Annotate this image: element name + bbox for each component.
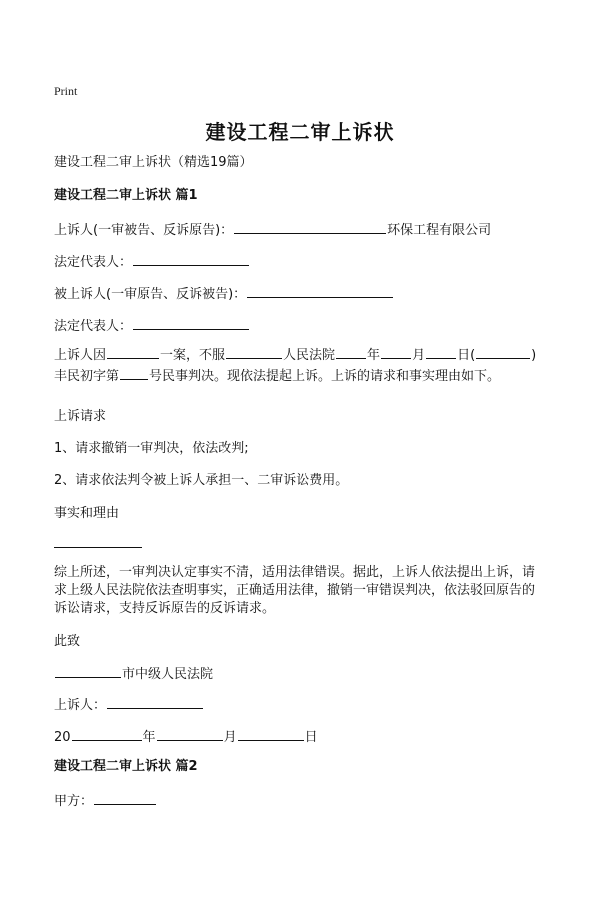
document-subtitle: 建设工程二审上诉状（精选19篇） (54, 155, 253, 170)
claim-item-2: 2、请求依法判令被上诉人承担一、二审诉讼费用。 (54, 473, 349, 488)
legal-rep-blank (133, 315, 249, 330)
section-heading-2: 建设工程二审上诉状 篇2 (54, 759, 198, 774)
document-title: 建设工程二审上诉状 (205, 120, 395, 144)
appellant-line (54, 219, 491, 239)
party-a-label: 甲方： (54, 794, 94, 809)
appellant-label: 上诉人(一审被告、反诉原告)： (54, 223, 234, 238)
appellant-name: 环保工程有限公司 (387, 223, 492, 238)
to-label: 此致 (54, 634, 81, 649)
facts-heading: 事实和理由 (54, 506, 120, 521)
legal-rep-line-1 (54, 251, 250, 271)
claim-item-1: 1、请求撤销一审判决，依法改判; (54, 441, 249, 456)
appellee-label: 被上诉人(一审原告、反诉被告)： (54, 287, 247, 302)
party-a-blank (94, 790, 156, 805)
print-label[interactable]: Print (54, 84, 78, 98)
legal-rep-blank (133, 251, 249, 266)
court-suffix: 市中级人民法院 (122, 667, 214, 682)
date-line: 20 年 月 日 (54, 726, 318, 746)
claims-heading: 上诉请求 (54, 409, 107, 424)
section-heading-1: 建设工程二审上诉状 篇1 (54, 188, 198, 203)
summary-paragraph: 综上所述，一审判决认定事实不清，适用法律错误。据此，上诉人依法提出上诉，请求上级人民法院依法查明事实，正确适用法律，撤销一审错误判决，依法驳回原告的诉讼请求，支持反诉原告的反诉请求。 (54, 565, 536, 616)
court-blank (55, 663, 121, 678)
party-a-line (54, 790, 157, 810)
case-paragraph: 上诉人因 一案，不服 人民法院 年 月 日( )丰民初字第 号民事判决。现依法提起上诉。上诉的请求和事实理由如下。 (54, 344, 546, 386)
signer-label: 上诉人： (54, 698, 107, 713)
signer-blank (107, 694, 203, 709)
legal-rep-label: 法定代表人： (54, 319, 133, 334)
legal-rep-label: 法定代表人： (54, 255, 133, 270)
facts-blank-line (54, 547, 142, 548)
appellant-blank (234, 219, 386, 234)
signer-line (54, 694, 204, 714)
legal-rep-line-2 (54, 315, 250, 335)
appellee-blank (247, 283, 393, 298)
appellee-line (54, 283, 394, 303)
court-line (54, 663, 213, 683)
